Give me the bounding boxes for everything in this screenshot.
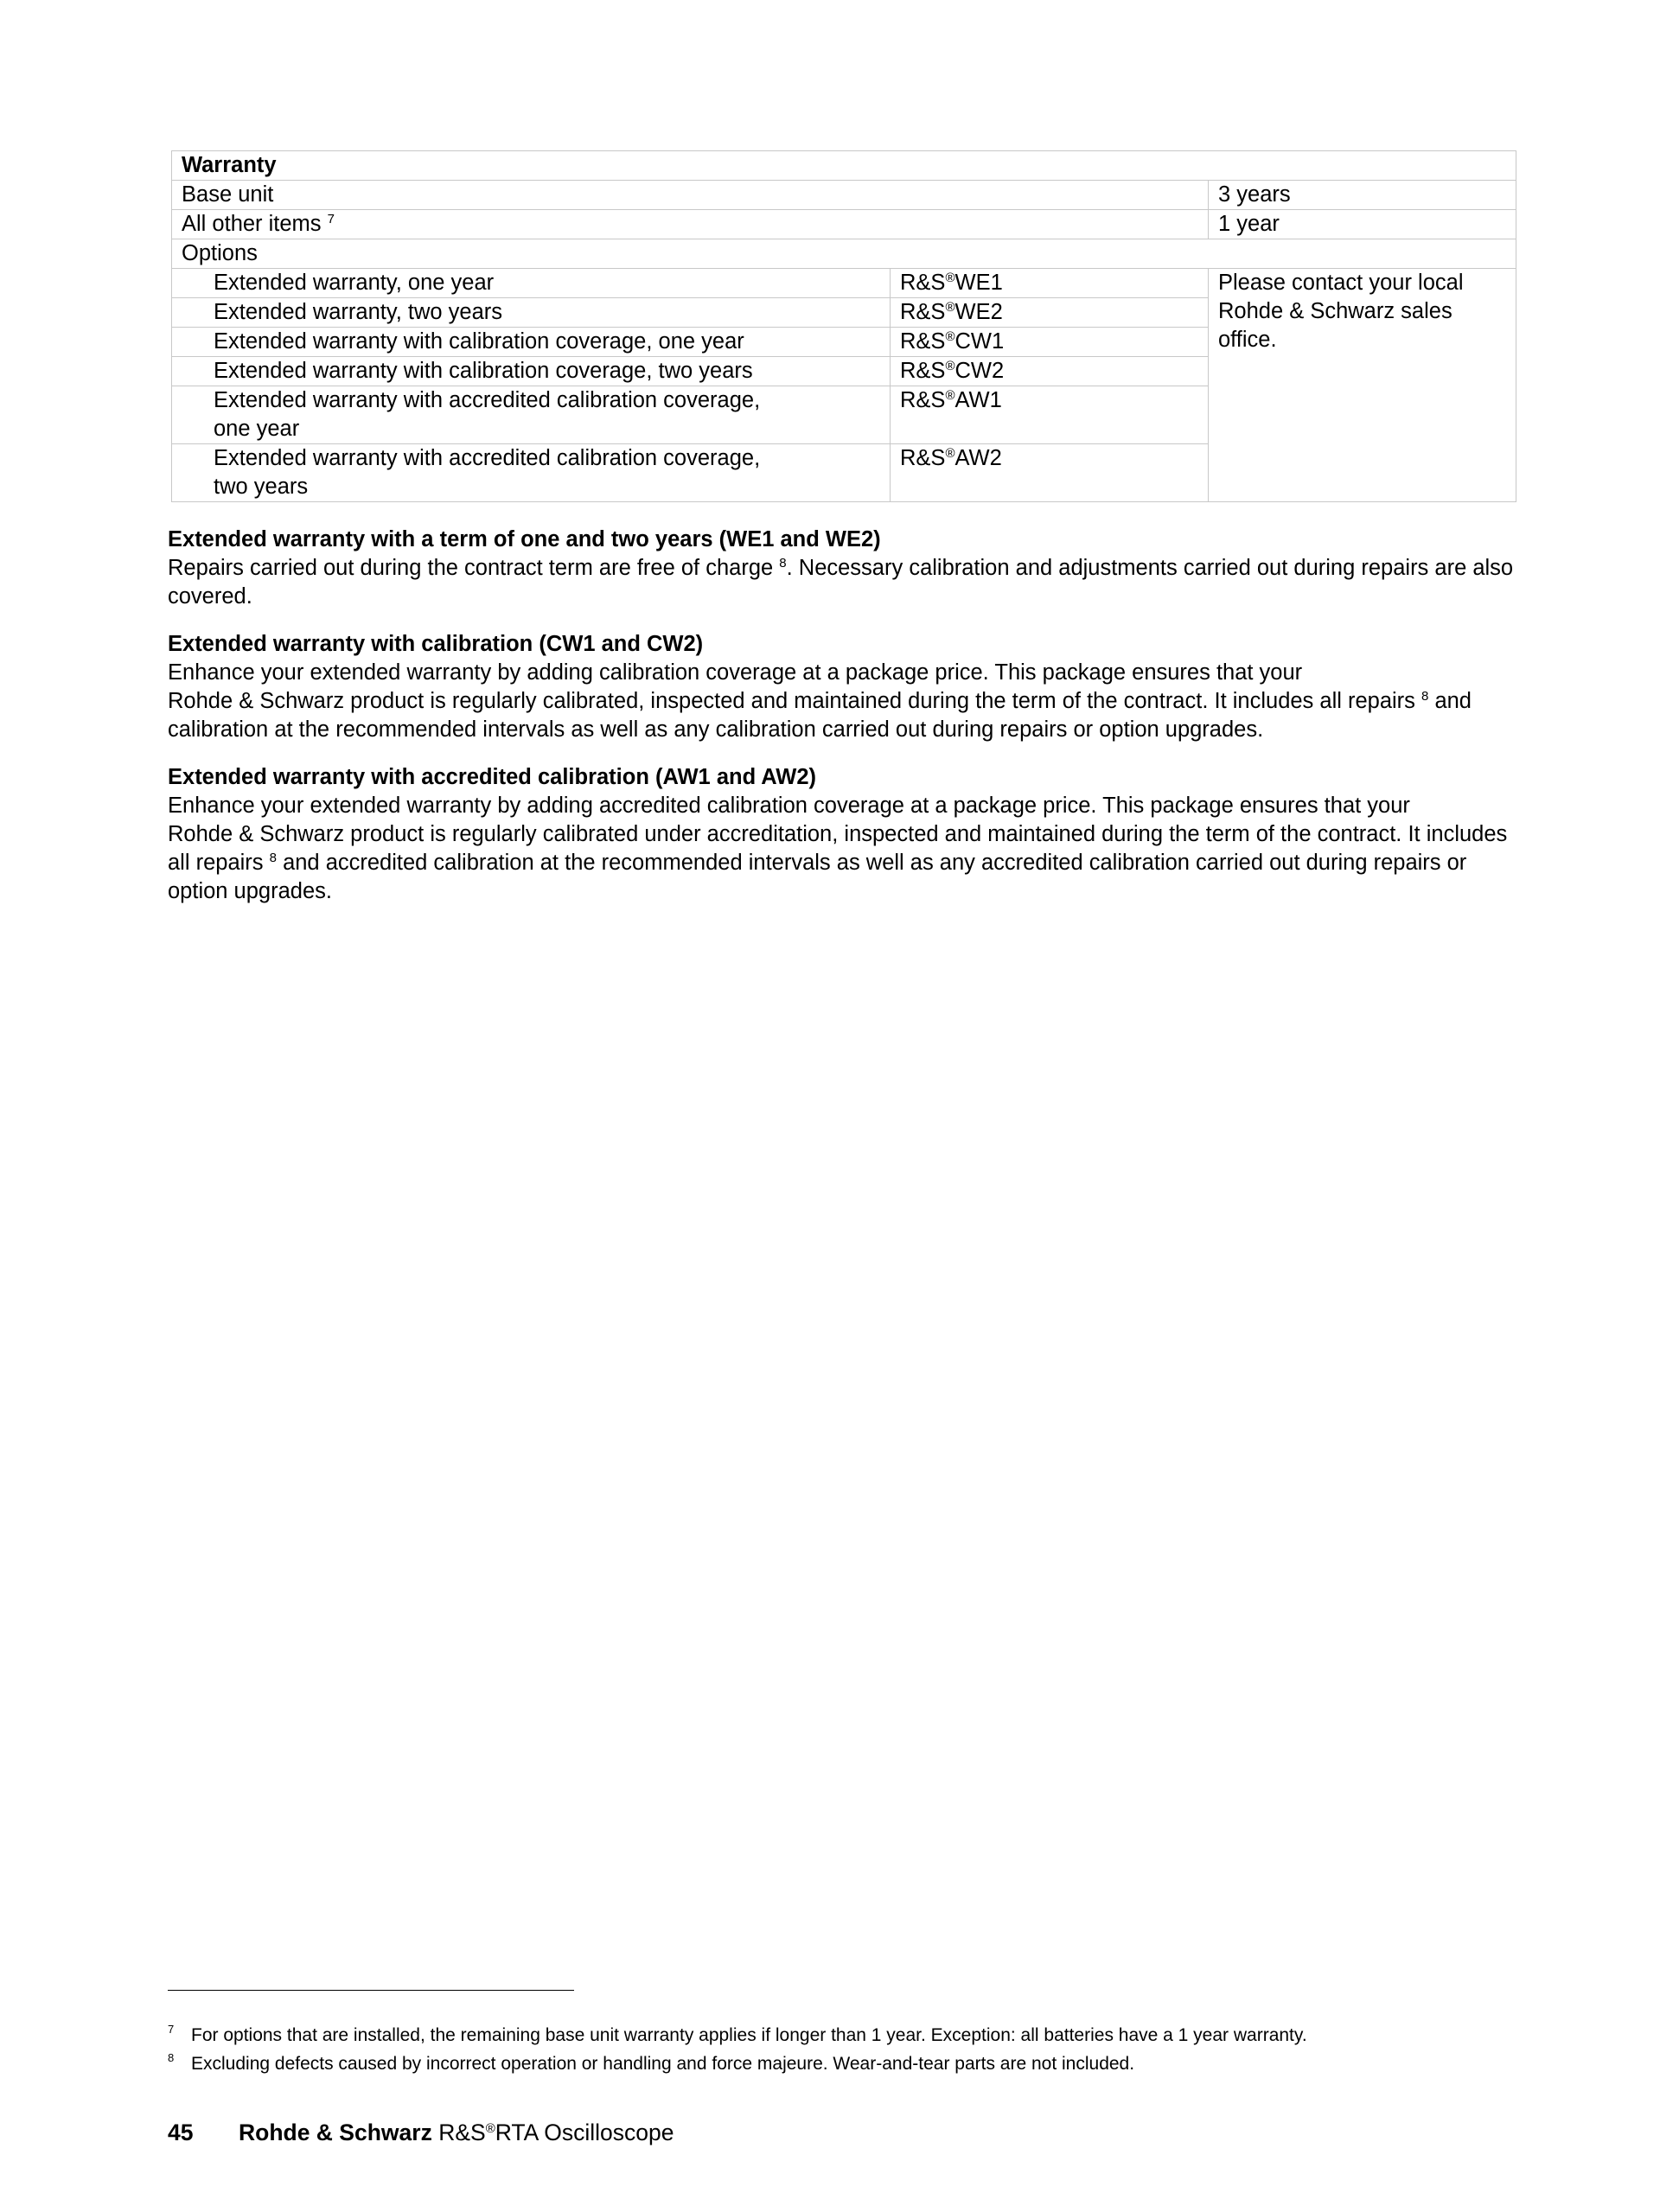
option-label: Extended warranty, one year — [172, 269, 891, 298]
page-footer — [168, 2118, 674, 2147]
section-body-line: Enhance your extended warranty by adding calibration coverage at a package price. This package ensures that your — [168, 660, 1303, 685]
section-heading: Extended warranty with a term of one and two years (WE1 and WE2) — [168, 527, 881, 551]
footer-product: R&S®RTA Oscilloscope — [438, 2120, 674, 2145]
option-code: R&S®CW2 — [891, 357, 1209, 386]
footnote-divider — [168, 1990, 574, 1991]
section-body: Rohde & Schwarz product is regularly calibrated, inspected and maintained during the term of the contract. It includes all repairs $^8$ and calibration at the recommended intervals as well as any calibration carried out during repairs or option upgrades. — [168, 689, 1472, 742]
option-label: Extended warranty with calibration coverage, two years — [172, 357, 891, 386]
table-title: Warranty — [172, 151, 1516, 181]
footnote-text: Excluding defects caused by incorrect operation or handling and force majeure. Wear-and-tear parts are not included. — [191, 2054, 1135, 2074]
option-label: Extended warranty with calibration coverage, one year — [172, 328, 891, 357]
footnote-7: 7 For options that are installed, the remaining base unit warranty applies if longer than 1 year. Exception: all batteries have a 1 year warranty. — [168, 2023, 1307, 2045]
footnote-ref: 7 — [327, 212, 335, 226]
footer-brand: Rohde & Schwarz — [239, 2120, 432, 2145]
section-aw — [168, 763, 1516, 906]
option-label: Extended warranty, two years — [172, 298, 891, 328]
options-label: Options — [172, 239, 1516, 269]
section-cw — [168, 630, 1516, 744]
warranty-table — [171, 150, 1516, 502]
footnote-text: For options that are installed, the remaining base unit warranty applies if longer than 1 year. Exception: all batteries have a 1 year warranty. — [191, 2025, 1307, 2045]
all-other-items-value: 1 year — [1209, 210, 1516, 239]
section-heading: Extended warranty with calibration (CW1 and CW2) — [168, 632, 704, 656]
option-code: R&S®AW1 — [891, 386, 1209, 444]
section-body: Repairs carried out during the contract term are free of charge $^8$. Necessary calibration and adjustments carried out during repairs are also covered. — [168, 556, 1514, 609]
table-row — [172, 269, 1516, 298]
table-row — [172, 181, 1516, 210]
base-unit-value: 3 years — [1209, 181, 1516, 210]
page-number: 45 — [168, 2120, 194, 2145]
option-code: R&S®CW1 — [891, 328, 1209, 357]
option-code: R&S®AW2 — [891, 444, 1209, 502]
footnote-ref: 8 — [269, 851, 277, 865]
footnote-ref: 8 — [1421, 689, 1429, 704]
table-row — [172, 151, 1516, 181]
all-other-items-cell — [172, 210, 1209, 239]
contact-note: Please contact your local Rohde & Schwarz sales office. — [1209, 269, 1516, 502]
section-body-line: Enhance your extended warranty by adding accredited calibration coverage at a package price. This package ensures that your — [168, 794, 1410, 818]
footnote-ref: 8 — [779, 556, 787, 571]
option-label: Extended warranty with accredited calibration coverage, two years — [172, 444, 891, 502]
table-row — [172, 210, 1516, 239]
option-label: Extended warranty with accredited calibration coverage, one year — [172, 386, 891, 444]
footnote-8: 8 Excluding defects caused by incorrect operation or handling and force majeure. Wear-and-tear parts are not included. — [168, 2051, 1135, 2074]
section-we — [168, 526, 1516, 611]
table-row — [172, 239, 1516, 269]
section-body: Rohde & Schwarz product is regularly calibrated under accreditation, inspected and maintained during the term of the contract. It includes all repairs $^8$ and accredited calibration at the recommended intervals as well as any accredited calibration carried out during repairs or option upgrades. — [168, 822, 1508, 903]
option-code: R&S®WE2 — [891, 298, 1209, 328]
section-heading: Extended warranty with accredited calibration (AW1 and AW2) — [168, 765, 817, 789]
all-other-items-label: All other items — [182, 212, 322, 236]
option-code: R&S®WE1 — [891, 269, 1209, 298]
base-unit-label: Base unit — [172, 181, 1209, 210]
